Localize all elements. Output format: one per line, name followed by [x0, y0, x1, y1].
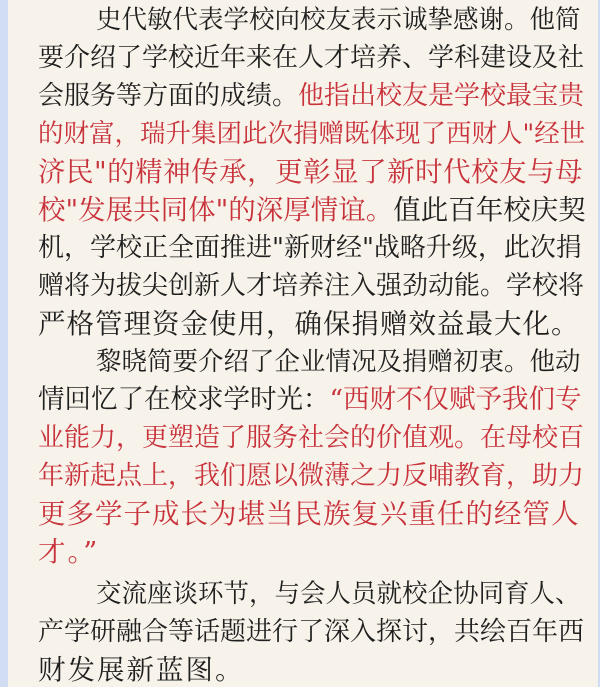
p2-line-1 [96, 344, 586, 380]
text-run: 史代敏代表学校向校友表示诚挚感谢。他简 [96, 5, 581, 35]
text-run: 财发展新蓝图。 [38, 654, 245, 686]
highlighted-text: 他指出校友是学校最宝贵 [298, 81, 585, 111]
text-run: 产学研融合等话题进行了深入探讨，共绘百年西 [38, 617, 585, 647]
highlighted-text: 的财富，瑞升集团此次捐赠既体现了西财人"经世 [38, 119, 586, 149]
p1-line-8 [38, 268, 586, 304]
quote-text: 更多学子成长为堪当民族复兴重任的经管人 [38, 498, 580, 530]
p2-line-4 [38, 458, 586, 494]
p1-line-2 [38, 40, 586, 76]
p1-line-4 [38, 116, 586, 152]
highlighted-text: 济民"的精神传承，更彰显了新时代校友与母 [38, 156, 584, 188]
text-run: 黎晓简要介绍了企业情况及捐赠初衷。他动 [96, 347, 581, 377]
p2-line-5 [38, 496, 586, 532]
text-run: 交流座谈环节，与会人员就校企协同育人、 [96, 579, 581, 609]
text-run: 要介绍了学校近年来在人才培养、学科建设及社 [38, 43, 585, 73]
p3-line-3 [38, 652, 586, 687]
p1-line-7 [38, 230, 586, 266]
p3-line-2 [38, 614, 586, 650]
p2-line-2 [38, 382, 586, 418]
article-page [8, 0, 598, 687]
text-run: 会服务等方面的成绩。 [38, 81, 299, 111]
p2-line-6 [38, 534, 586, 570]
quote-text: 业能力，更塑造了服务社会的价值观。在母校百 [38, 423, 585, 453]
quote-text: 年新起点上，我们愿以微薄之力反哺教育，助力 [38, 461, 585, 491]
highlighted-text: 校"发展共同体"的深厚情谊。 [38, 194, 394, 226]
text-run: 值此百年校庆契 [393, 194, 586, 226]
p2-line-3 [38, 420, 586, 456]
p3-line-1 [96, 576, 586, 612]
text-run: 严格管理资金使用，确保捐赠效益最大化。 [38, 308, 580, 340]
quote-text: “西财不仅赋予我们专 [329, 384, 582, 415]
quote-text: 才。” [38, 536, 100, 568]
p1-line-9 [38, 306, 586, 342]
p1-line-1 [96, 2, 586, 38]
text-run: 情回忆了在校求学时光： [38, 384, 330, 415]
p1-line-3 [38, 78, 586, 114]
text-run: 机，学校正全面推进"新财经"战略升级，此次捐 [38, 233, 582, 263]
p1-line-6 [38, 192, 586, 228]
text-run: 赠将为拔尖创新人才培养注入强劲动能。学校将 [38, 271, 585, 301]
p1-line-5 [38, 154, 586, 190]
